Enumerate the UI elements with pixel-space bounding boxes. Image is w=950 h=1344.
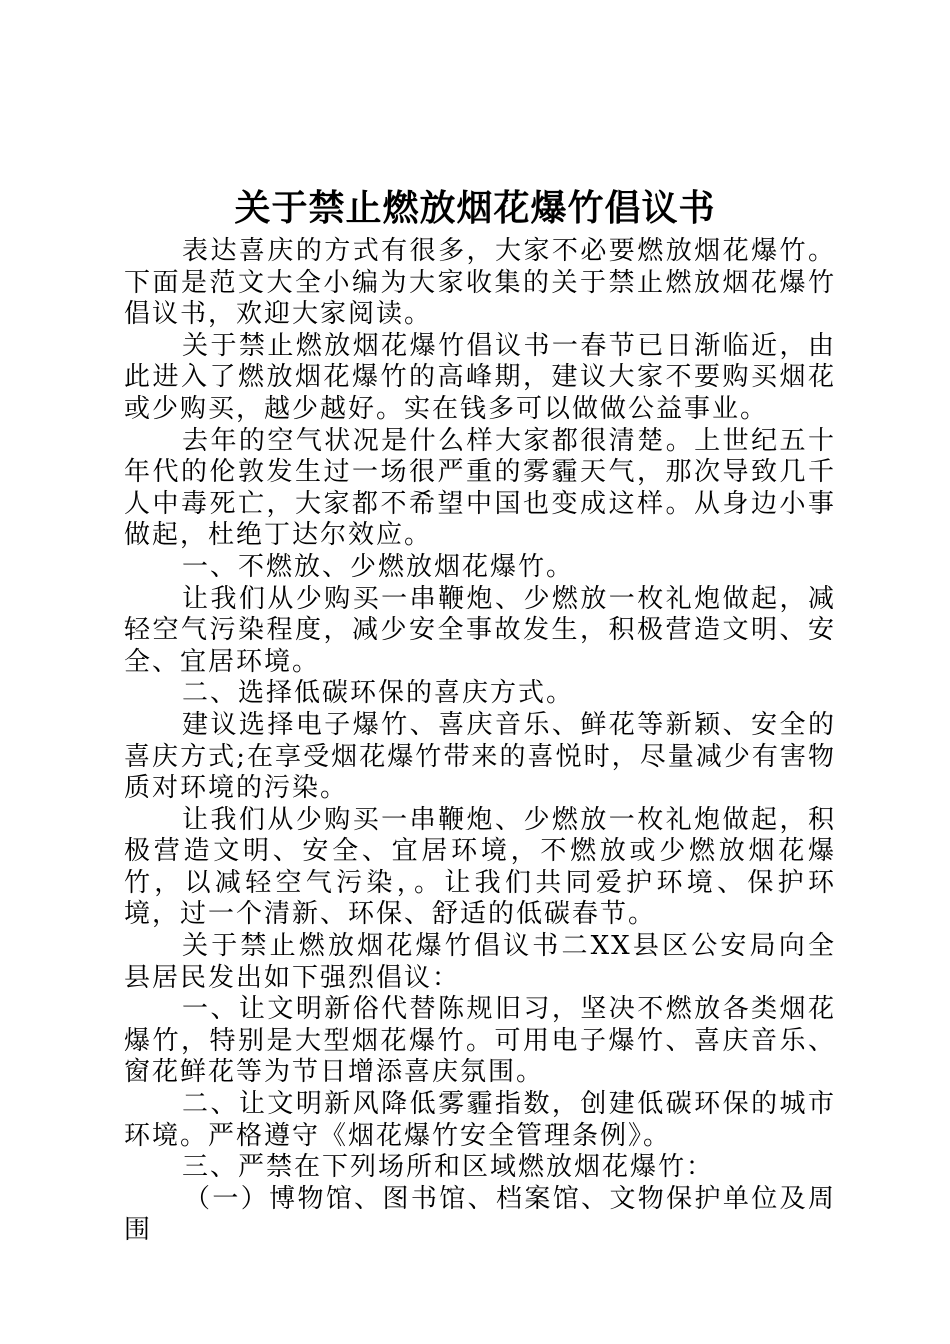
paragraph-proposal-two-item-three: 三、严禁在下列场所和区域燃放烟花爆竹： bbox=[182, 1152, 715, 1183]
paragraph-intro: 表达喜庆的方式有很多，大家不必要燃放烟花爆竹。下面是范文大全小编为大家收集的关于禁止燃放烟花爆竹倡议书，欢迎大家阅读。 bbox=[124, 236, 836, 330]
document-title: 关于禁止燃放烟花爆竹倡议书 bbox=[234, 187, 716, 229]
paragraph-sub-item-one: （一）博物馆、图书馆、档案馆、文物保护单位及周围 bbox=[124, 1183, 836, 1246]
paragraph-point-one: 让我们从少购买一串鞭炮、少燃放一枚礼炮做起，减轻空气污染程度，减少安全事故发生，积极营造文明、安全、宜居环境。 bbox=[124, 583, 836, 677]
paragraph-proposal-two-item-one: 一、让文明新俗代替陈规旧习，坚决不燃放各类烟花爆竹，特别是大型烟花爆竹。可用电子爆竹、喜庆音乐、窗花鲜花等为节日增添喜庆氛围。 bbox=[124, 994, 836, 1088]
paragraph-point-two: 建议选择电子爆竹、喜庆音乐、鲜花等新颖、安全的喜庆方式;在享受烟花爆竹带来的喜悦时，尽量减少有害物质对环境的污染。 bbox=[124, 709, 836, 804]
paragraph-proposal-two-intro: 关于禁止燃放烟花爆竹倡议书二XX县区公安局向全县居民发出如下强烈倡议： bbox=[124, 931, 836, 993]
paragraph-summary: 让我们从少购买一串鞭炮、少燃放一枚礼炮做起，积极营造文明、安全、宜居环境，不燃放或少燃放烟花爆竹，以减轻空气污染，。让我们共同爱护环境、保护环境，过一个清新、环保、舒适的低碳春节。 bbox=[124, 804, 836, 930]
document-body bbox=[124, 236, 836, 1247]
paragraph-proposal-two-item-two: 二、让文明新风降低雾霾指数，创建低碳环保的城市环境。严格遵守《烟花爆竹安全管理条例》。 bbox=[124, 1089, 836, 1151]
heading-point-one: 一、不燃放、少燃放烟花爆竹。 bbox=[182, 551, 575, 582]
paragraph-proposal-one-intro: 关于禁止燃放烟花爆竹倡议书一春节已日渐临近，由此进入了燃放烟花爆竹的高峰期，建议大家不要购买烟花或少购买，越少越好。实在钱多可以做做公益事业。 bbox=[124, 330, 836, 424]
heading-point-two: 二、选择低碳环保的喜庆方式。 bbox=[182, 678, 575, 709]
paragraph-air-quality: 去年的空气状况是什么样大家都很清楚。上世纪五十年代的伦敦发生过一场很严重的雾霾天气，那次导致几千人中毒死亡，大家都不希望中国也变成这样。从身边小事做起，杜绝丁达尔效应。 bbox=[124, 425, 836, 551]
